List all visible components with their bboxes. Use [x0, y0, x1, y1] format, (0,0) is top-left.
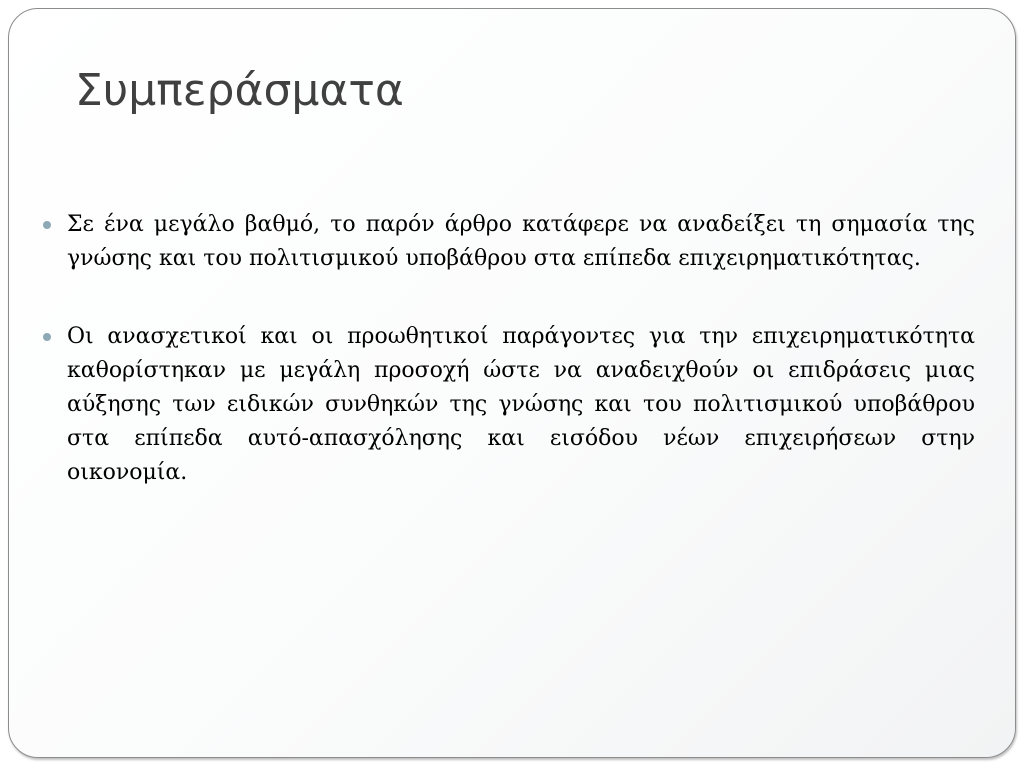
bullet-dot-icon [43, 333, 51, 341]
slide [8, 8, 1016, 758]
bullet-text-1: Σε ένα μεγάλο βαθμό, το παρόν άρθρο κατάφερε να αναδείξει τη σημασία της γνώσης και του πολιτισμικού υποβάθρου στα επίπεδα επιχειρηματικότητας. [67, 212, 975, 271]
bullet-dot-icon [43, 221, 51, 229]
bullet-item-2 [67, 320, 975, 490]
bullet-text-2: Οι ανασχετικοί και οι προωθητικοί παράγοντες για την επιχειρηματικότητα καθορίστηκαν με μεγάλη προσοχή ώστε να αναδειχθούν οι επιδράσεις μιας αύξησης των ειδικών συνθηκών της γνώσης και του πολιτισμικού υποβάθρου στα επίπεδα αυτό-απασχόλησης και εισόδου νέων επιχειρήσεων στην οικονομία. [67, 324, 975, 485]
bullet-list [67, 208, 975, 490]
slide-title: Συμπεράσματα [75, 65, 404, 116]
bullet-item-1 [67, 208, 975, 276]
